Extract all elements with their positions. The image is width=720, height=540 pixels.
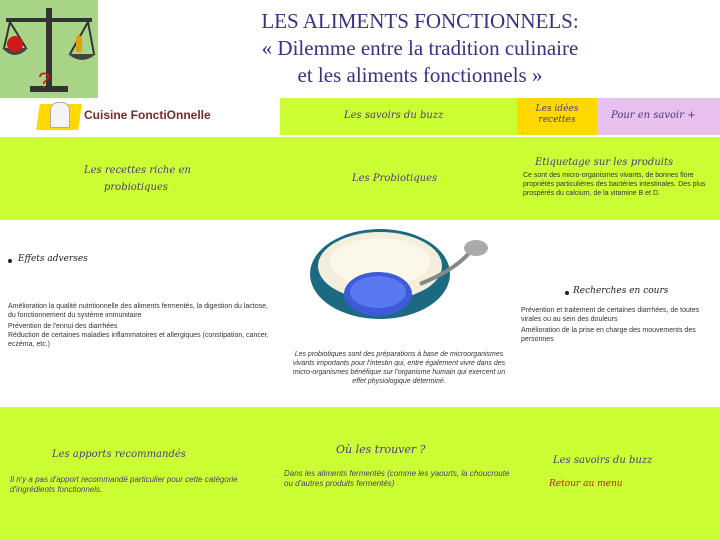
idees-recettes-line2[interactable]: recettes	[538, 115, 576, 125]
yogurt-bowl-icon	[280, 222, 517, 346]
probiotiques-title[interactable]: Les Probiotiques	[352, 173, 438, 184]
effets-text-3: Réduction de certaines maladies inflammatoires et allergiques (constipation, cancer, eczéma, etc.)	[8, 332, 269, 348]
yogurt-image	[280, 222, 517, 346]
etiquetage-title[interactable]: Etiquetage sur les produits	[535, 157, 674, 168]
title-line-2: « Dilemme entre la tradition culinaire	[261, 36, 579, 60]
chef-hat-icon	[50, 102, 70, 128]
savoirs-buzz-cell[interactable]	[280, 98, 517, 135]
recherches-text-2: Amélioration de la prise en charge des mouvements des personnes	[521, 327, 696, 343]
apports-cell[interactable]	[0, 407, 280, 540]
title-line-1: LES ALIMENTS FONCTIONNELS:	[261, 9, 579, 33]
pour-en-savoir-link[interactable]: Pour en savoir +	[611, 110, 696, 121]
effets-cell	[0, 222, 280, 405]
ou-trouver-title[interactable]: Où les trouver ?	[336, 443, 426, 456]
page-title	[120, 8, 720, 89]
logo-cell[interactable]	[0, 98, 280, 135]
etiquetage-text: Ce sont des micro-organismes vivants, de bonnes flore propriétés particulières des bactéries intestinales. Des plus prospérés du calcium, de la vitamine B et D.	[523, 172, 706, 197]
savoirs-buzz-link[interactable]: Les savoirs du buzz	[344, 110, 444, 121]
recherches-title: Recherches en cours	[573, 286, 669, 296]
logo-text: Cuisine FonctiOnnelle	[84, 108, 211, 122]
probiotiques-cell[interactable]	[280, 137, 517, 220]
recherches-bullet-icon	[565, 291, 569, 295]
savoirs-buzz2-link[interactable]: Les savoirs du buzz	[553, 455, 653, 466]
effets-title: Effets adverses	[18, 254, 88, 264]
savoirs-buzz2-cell[interactable]	[517, 407, 720, 540]
recettes-cell[interactable]	[0, 137, 280, 220]
idees-recettes-cell[interactable]	[517, 98, 597, 135]
pour-en-savoir-cell[interactable]	[597, 98, 720, 135]
retour-menu-link[interactable]: Retour au menu	[549, 479, 623, 489]
center-caption: Les probiotiques sont des préparations à base de microorganismes vivants importants pour l'intestin qui, entre également vivre dans des micro-organismes bénéfique sur l'organisme humain qui exercent un effet physiologique déterminé.	[292, 351, 506, 385]
effets-text-2: Prévention de l'ennui des diarrhées	[8, 323, 118, 330]
header-scale-image	[0, 0, 98, 98]
recettes-title-line1[interactable]: Les recettes riche en	[84, 165, 191, 176]
idees-recettes-line1[interactable]: Les idées	[535, 104, 579, 114]
effets-text-1: Amélioration la qualité nutritionnelle des aliments fermentés, la digestion du lactose, du fonctionnement du système immunitaire	[8, 303, 268, 319]
recherches-text-1: Prévention et traitement de certaines diarrhées, de toutes virales ou au sein des douleurs	[521, 307, 700, 323]
recherches-cell	[517, 222, 720, 405]
ou-trouver-cell[interactable]	[280, 407, 517, 540]
apports-text: Il n'y a pas d'apport recommandé particulier pour cette catégorie d'ingrédients fonctionnels.	[10, 475, 238, 494]
etiquetage-cell[interactable]	[517, 137, 720, 220]
effets-bullet-icon	[8, 259, 12, 263]
scale-icon	[0, 0, 98, 98]
apports-title[interactable]: Les apports recommandés	[52, 449, 186, 460]
title-line-3: et les aliments fonctionnels »	[297, 63, 543, 87]
svg-text:?: ?	[38, 68, 51, 93]
recettes-title-line2[interactable]: probiotiques	[104, 182, 168, 193]
ou-trouver-text: Dans les aliments fermentés (comme les yaourts, la choucroute ou d'autres produits fermentés)	[284, 469, 510, 488]
